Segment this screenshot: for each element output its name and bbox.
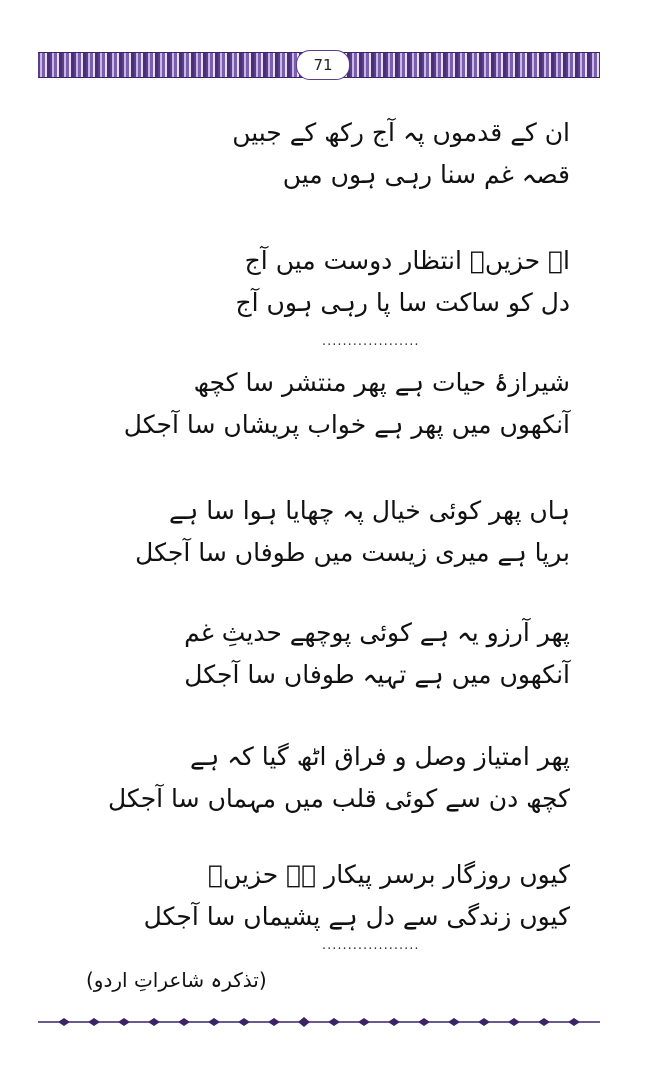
stanza-6	[108, 736, 570, 820]
verse-line: آنکھوں میں پھر ہے خواب پریشاں سا آجکل	[123, 410, 570, 439]
page-number-badge	[296, 50, 350, 80]
source-citation: (تذکرہ شاعراتِ اردو)	[86, 968, 267, 992]
stanza-4	[135, 490, 570, 574]
verse-line: کیوں زندگی سے دل ہے پشیماں سا آجکل	[143, 902, 570, 931]
verse-line: ان کے قدموں پہ آج رکھ کے جبیں	[232, 118, 570, 147]
verse-line: پھر آرزو یہ ہے کوئی پوچھے حدیثِ غم	[184, 618, 570, 647]
verse-line: ہاں پھر کوئی خیال پہ چھایا ہوا سا ہے	[168, 496, 570, 525]
verse-line: قصہ غم سنا رہی ہوں میں	[282, 160, 570, 189]
stanza-3	[124, 362, 570, 446]
stanza-7	[144, 854, 570, 938]
verse-line: آنکھوں میں ہے تہیہ طوفاں سا آجکل	[184, 660, 570, 689]
verse-line: کچھ دن سے کوئی قلب میں مہماں سا آجکل	[107, 784, 570, 813]
verse-line: شیرازۂ حیات ہے پھر منتشر سا کچھ	[193, 368, 570, 397]
footer-ornament-rule	[38, 1016, 600, 1028]
verse-line: اے حزیںؔ انتظار دوست میں آج	[244, 246, 570, 275]
stanza-5	[184, 612, 570, 696]
verse-line: دل کو ساکت سا پا رہی ہوں آج	[235, 288, 570, 317]
stanza-2	[236, 240, 570, 324]
verse-line: برپا ہے میری زیست میں طوفاں سا آجکل	[135, 538, 570, 567]
section-separator: ...................	[322, 334, 420, 349]
verse-line: کیوں روزگار برسر پیکار ہے حزیںؔ	[208, 860, 570, 889]
end-separator: ...................	[322, 938, 420, 953]
stanza-1	[232, 112, 570, 196]
verse-line: پھر امتیاز وصل و فراق اٹھ گیا کہ ہے	[190, 742, 570, 771]
page-number: 71	[313, 56, 333, 74]
